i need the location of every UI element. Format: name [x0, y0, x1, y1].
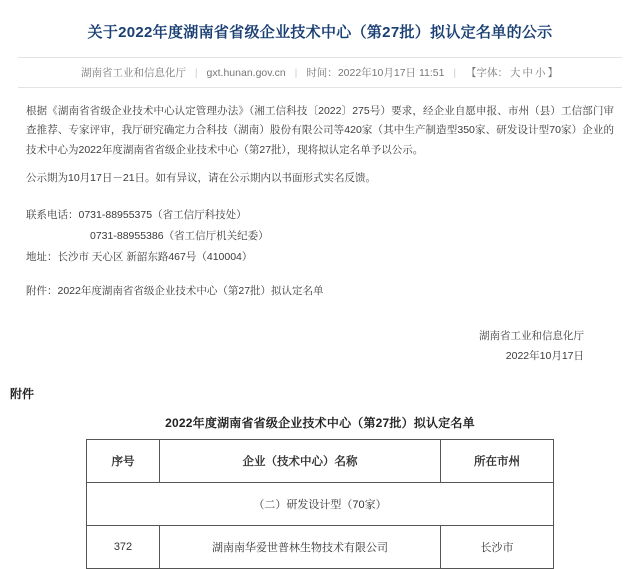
table-row [87, 525, 554, 568]
contact-label-3: 地址： [26, 250, 58, 263]
contact-value-2: 0731-88955386（省工信厅机关纪委） [90, 229, 269, 242]
font-size-controls [465, 67, 559, 79]
contact-label-1: 联系电话： [26, 208, 79, 221]
font-size-small[interactable]: 小 [535, 67, 546, 79]
column-header-city: 所在市州 [441, 439, 554, 482]
article-body [0, 88, 640, 367]
contact-line-1 [26, 205, 614, 226]
attachment-table-title: 2022年度湖南省省级企业技术中心（第27批）拟认定名单 [165, 415, 475, 430]
table-group-row [87, 482, 554, 525]
cell-no: 372 [87, 525, 160, 568]
contact-line-2 [26, 226, 614, 247]
attachment-header: 附件 [10, 386, 35, 401]
font-size-label: 【字体： [466, 67, 509, 79]
page-title: 关于2022年度湖南省省级企业技术中心（第27批）拟认定名单的公示 [87, 24, 553, 41]
font-size-medium[interactable]: 中 [522, 67, 534, 79]
signature-org: 湖南省工业和信息化厅 [479, 330, 584, 343]
meta-divider-3: | [453, 67, 457, 79]
contact-line-3 [26, 247, 614, 268]
contact-block [26, 205, 614, 268]
contact-value-3: 长沙市 天心区 新韶东路467号（410004） [57, 250, 253, 263]
paragraph-1: 根据《湖南省省级企业技术中心认定管理办法》（湘工信科技〔2022〕275号）要求，经企业自愿申报、市州（县）工信部门审查推荐、专家评审，我厅研究确定力合科技（湖南）股份有限公司等420家（其中生产制造型350家、研发设计型70家）企业的技术中心为2022年度湖南省省级企业技术中心（第27批），现将拟认定名单予以公示。 [26, 105, 614, 156]
meta-source: 湖南省工业和信息化厅 [80, 67, 186, 79]
meta-time-value: 2022年10月17日 11:51 [337, 67, 445, 79]
meta-source-link[interactable]: gxt.hunan.gov.cn [206, 67, 286, 79]
signature-date: 2022年10月17日 [505, 350, 584, 363]
cell-name: 湖南南华爱世普林生物技术有限公司 [160, 525, 441, 568]
attachment-note: 附件：2022年度湖南省省级企业技术中心（第27批）拟认定名单 [26, 284, 324, 297]
table-group-label: （二）研发设计型（70家） [87, 482, 554, 525]
font-size-large[interactable]: 大 [510, 67, 521, 79]
signature-block [26, 327, 614, 367]
attachment-table [86, 439, 554, 569]
paragraph-2: 公示期为10月17日－21日。如有异议，请在公示期内以书面形式实名反馈。 [26, 172, 377, 185]
column-header-no: 序号 [87, 439, 160, 482]
meta-divider-1: | [194, 67, 198, 79]
meta-divider-2: | [294, 67, 298, 79]
meta-time-label: 时间： [306, 67, 338, 79]
font-size-label-end: 】 [547, 67, 559, 79]
article-meta-bar [18, 57, 622, 88]
cell-city: 长沙市 [441, 525, 554, 568]
column-header-name: 企业（技术中心）名称 [160, 439, 441, 482]
contact-value-1: 0731-88955375（省工信厅科技处） [78, 208, 247, 221]
table-header-row [87, 439, 554, 482]
